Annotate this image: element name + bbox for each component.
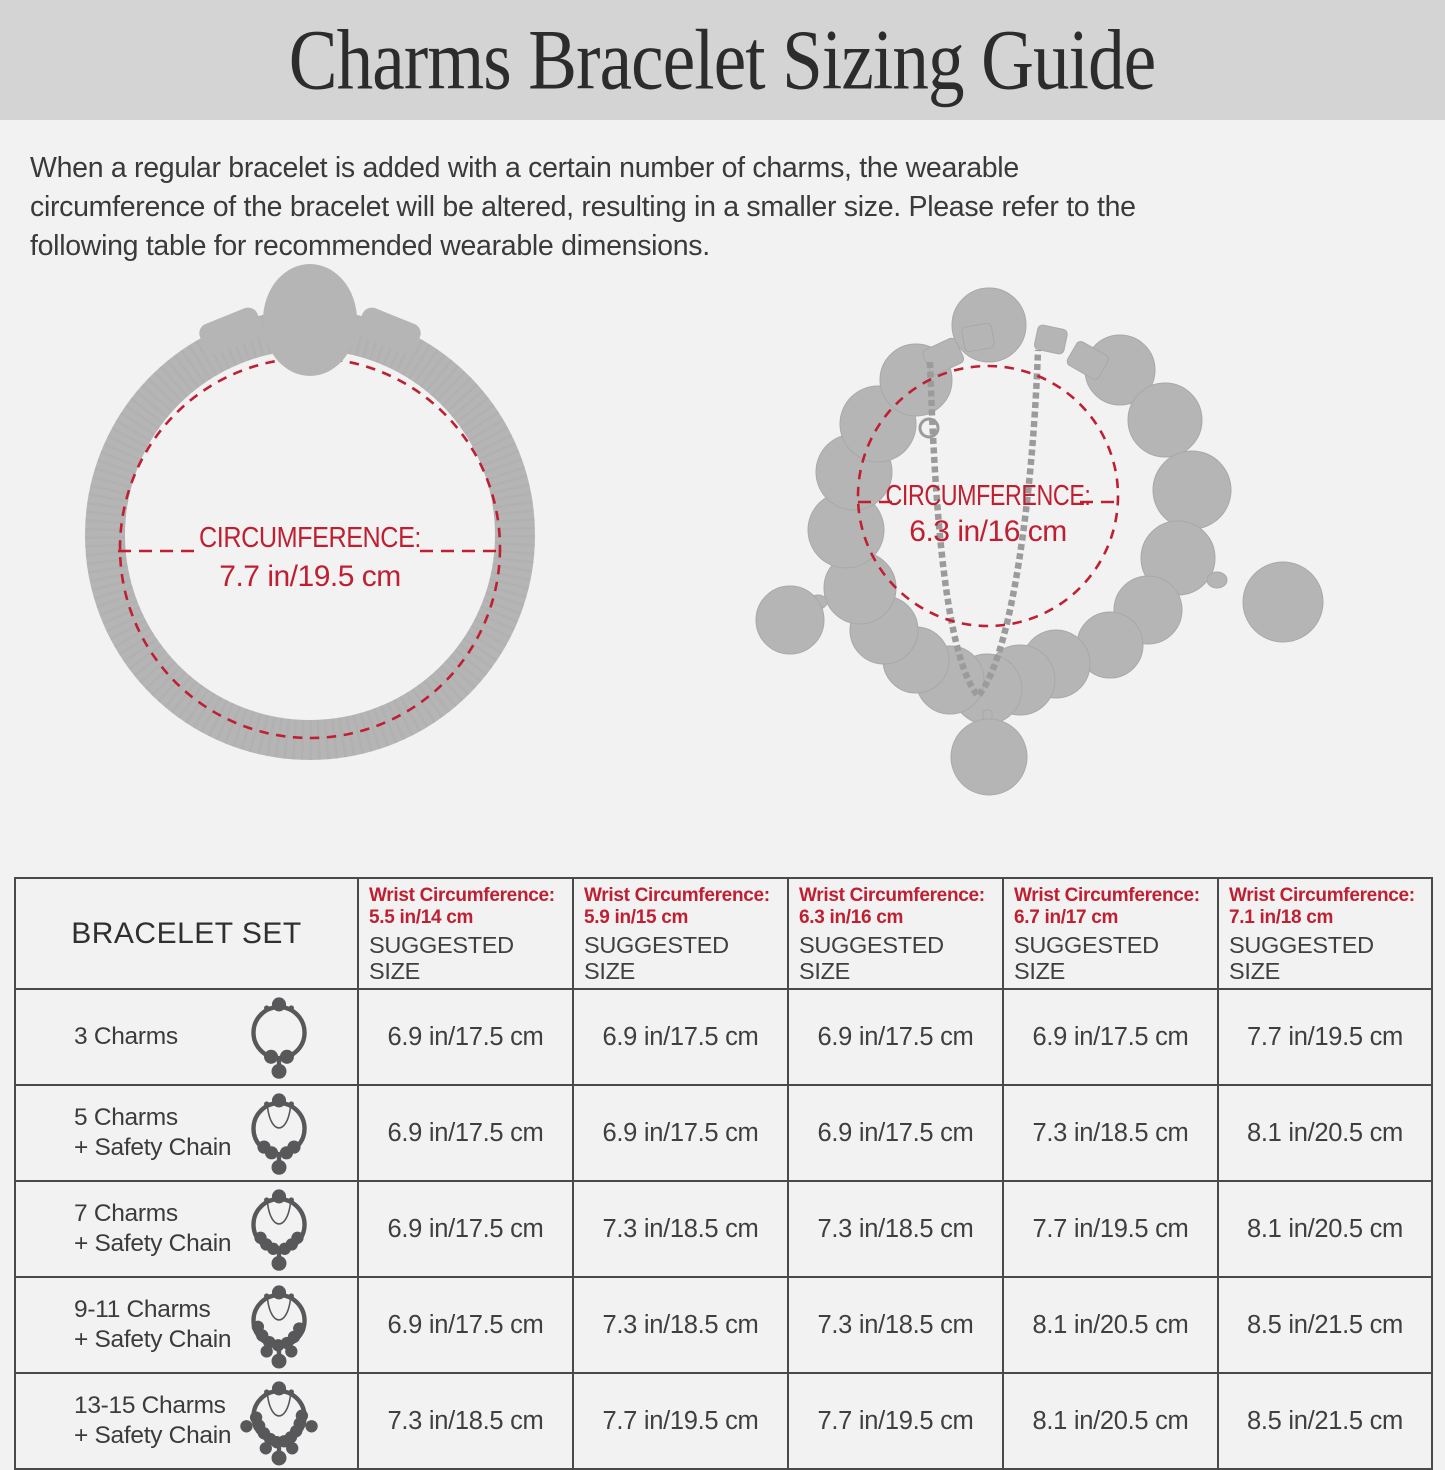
size-value: 8.5 in/21.5 cm [1218, 1277, 1432, 1373]
wrist-circumference-measure: 7.1 in/18 cm [1229, 907, 1334, 928]
page-title: Charms Bracelet Sizing Guide [289, 12, 1156, 108]
bracelet-set-icon-13-15-charms [235, 1374, 323, 1468]
size-value: 6.9 in/17.5 cm [358, 1277, 573, 1373]
circumference-value: 6.3 in/16 cm [909, 515, 1067, 548]
title-band [0, 0, 1445, 120]
charm-bracelet-diagram [720, 265, 1380, 865]
size-value: 6.9 in/17.5 cm [358, 1085, 573, 1181]
plain-bracelet-diagram [10, 255, 610, 795]
sizing-table [14, 877, 1433, 1470]
intro-line-1: When a regular bracelet is added with a certain number of charms, the wearable [30, 152, 1019, 184]
row-label-2: + Safety Chain [74, 1422, 232, 1449]
row-label: 5 Charms [74, 1104, 178, 1131]
clasp-bead [263, 264, 357, 376]
wrist-circumference-title: Wrist Circumference: [369, 885, 555, 906]
row-label: 7 Charms [74, 1200, 178, 1227]
intro-text [30, 149, 1136, 266]
size-value: 7.3 in/18.5 cm [573, 1181, 788, 1277]
size-value: 8.5 in/21.5 cm [1218, 1373, 1432, 1469]
size-value: 6.9 in/17.5 cm [788, 989, 1003, 1085]
wrist-circumference-title: Wrist Circumference: [1014, 885, 1200, 906]
table-row-5-charms [15, 1085, 1432, 1181]
size-value: 7.3 in/18.5 cm [573, 1277, 788, 1373]
row-label: 13-15 Charms [74, 1392, 226, 1419]
size-value: 7.3 in/18.5 cm [1003, 1085, 1218, 1181]
column-header-5-9 [573, 878, 788, 989]
table-row-13-15-charms [15, 1373, 1432, 1469]
suggested-size-label: SUGGESTED SIZE [584, 932, 729, 984]
circumference-label: CIRCUMFERENCE: [199, 522, 421, 554]
safety-chain-clasp [920, 419, 938, 437]
size-value: 7.3 in/18.5 cm [788, 1181, 1003, 1277]
wrist-circumference-title: Wrist Circumference: [799, 885, 985, 906]
row-label-2: + Safety Chain [74, 1326, 232, 1353]
size-value: 6.9 in/17.5 cm [358, 989, 573, 1085]
table-header-row [15, 878, 1432, 989]
size-value: 7.7 in/19.5 cm [573, 1373, 788, 1469]
wrist-circumference-measure: 5.9 in/15 cm [584, 907, 689, 928]
row-label-2: + Safety Chain [74, 1230, 232, 1257]
size-value: 7.3 in/18.5 cm [358, 1373, 573, 1469]
size-value: 8.1 in/20.5 cm [1218, 1181, 1432, 1277]
wrist-circumference-measure: 5.5 in/14 cm [369, 907, 474, 928]
size-value: 8.1 in/20.5 cm [1003, 1373, 1218, 1469]
size-value: 6.9 in/17.5 cm [788, 1085, 1003, 1181]
intro-line-2: circumference of the bracelet will be altered, resulting in a smaller size. Please refer to the [30, 191, 1136, 223]
bracelet-set-icon-5-charms [235, 1086, 323, 1180]
size-value: 7.7 in/19.5 cm [788, 1373, 1003, 1469]
size-value: 8.1 in/20.5 cm [1218, 1085, 1432, 1181]
size-value: 6.9 in/17.5 cm [1003, 989, 1218, 1085]
bracelet-set-header: BRACELET SET [15, 878, 358, 989]
wrist-circumference-title: Wrist Circumference: [1229, 885, 1415, 906]
size-value: 8.1 in/20.5 cm [1003, 1277, 1218, 1373]
bracelet-set-icon-7-charms [235, 1182, 323, 1276]
suggested-size-label: SUGGESTED SIZE [799, 932, 944, 984]
intro-line-3: following table for recommended wearable dimensions. [30, 230, 710, 262]
table-row-3-charms [15, 989, 1432, 1085]
circumference-label: CIRCUMFERENCE: [885, 480, 1091, 512]
row-label: 9-11 Charms [74, 1296, 211, 1323]
suggested-size-label: SUGGESTED SIZE [1229, 932, 1374, 984]
size-value: 6.9 in/17.5 cm [358, 1181, 573, 1277]
bracelet-set-icon-3-charms [235, 990, 323, 1084]
row-label: 3 Charms [74, 1023, 178, 1050]
size-value: 7.7 in/19.5 cm [1218, 989, 1432, 1085]
size-value: 7.7 in/19.5 cm [1003, 1181, 1218, 1277]
row-label-2: + Safety Chain [74, 1134, 232, 1161]
bracelet-set-icon-9-11-charms [235, 1278, 323, 1372]
wrist-circumference-measure: 6.7 in/17 cm [1014, 907, 1119, 928]
size-value: 6.9 in/17.5 cm [573, 1085, 788, 1181]
table-row-7-charms [15, 1181, 1432, 1277]
column-header-7-1 [1218, 878, 1432, 989]
column-header-6-7 [1003, 878, 1218, 989]
plain-bracelet-illustration [10, 255, 610, 795]
suggested-size-label: SUGGESTED SIZE [1014, 932, 1159, 984]
wrist-circumference-measure: 6.3 in/16 cm [799, 907, 904, 928]
circumference-value: 7.7 in/19.5 cm [219, 560, 401, 593]
table-row-9-11-charms [15, 1277, 1432, 1373]
wrist-circumference-title: Wrist Circumference: [584, 885, 770, 906]
column-header-5-5 [358, 878, 573, 989]
suggested-size-label: SUGGESTED SIZE [369, 932, 514, 984]
charm-bracelet-illustration [720, 265, 1380, 865]
size-value: 6.9 in/17.5 cm [573, 989, 788, 1085]
column-header-6-3 [788, 878, 1003, 989]
size-value: 7.3 in/18.5 cm [788, 1277, 1003, 1373]
